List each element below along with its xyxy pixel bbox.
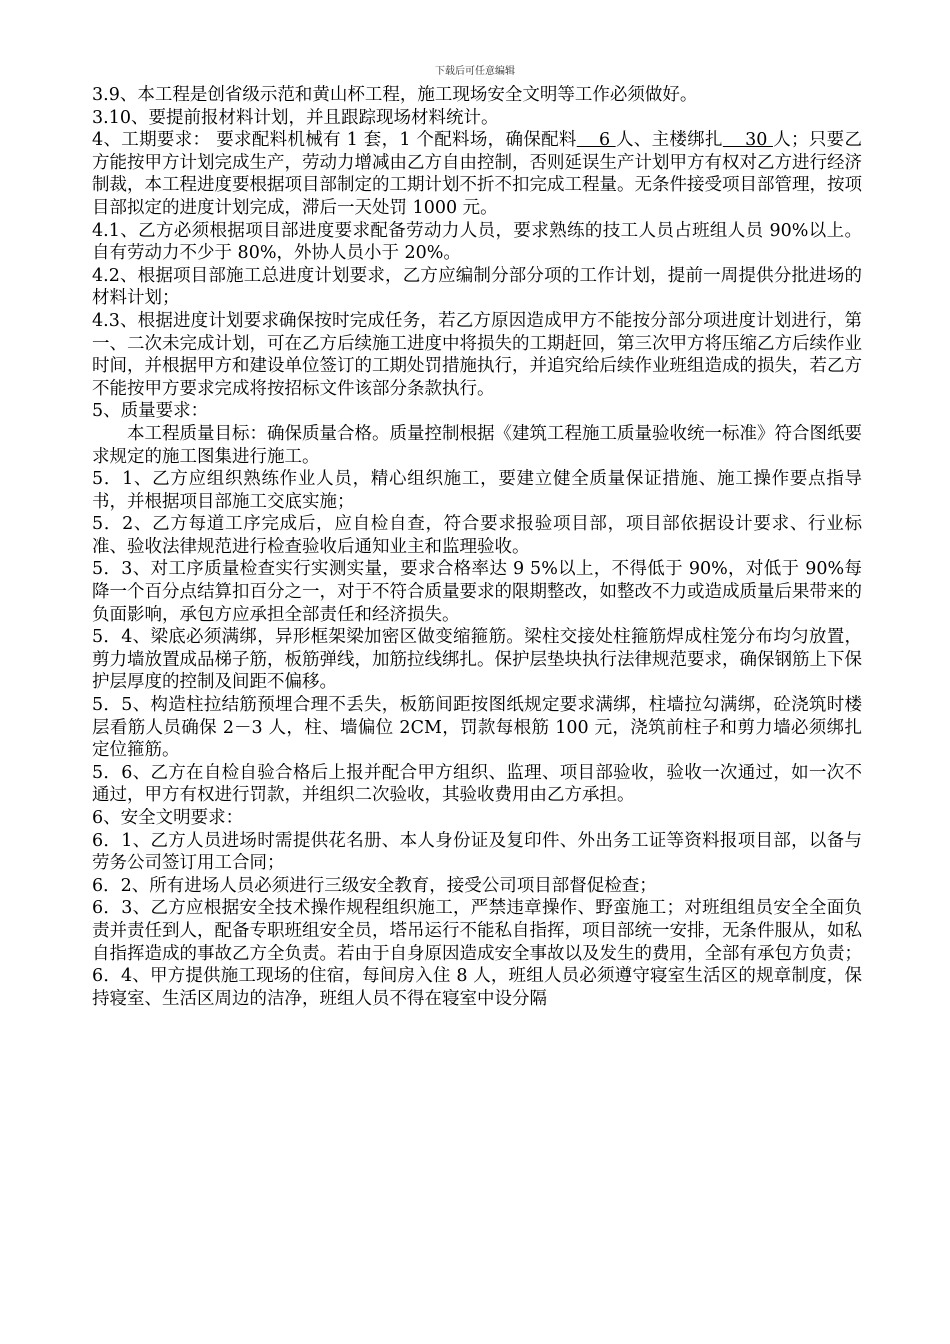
paragraph-3-9: 3.9、本工程是创省级示范和黄山杯工程，施工现场安全文明等工作必须做好。	[92, 85, 698, 105]
paragraph-5-2: 5．2、乙方每道工序完成后，应自检自查，符合要求报验项目部，项目部依据设计要求、行业标准、验收法律规范进行检查验收后通知业主和监理验收。	[92, 514, 862, 557]
paragraph-4-schedule	[92, 129, 862, 219]
blank-batching-count: 6	[576, 130, 616, 151]
paragraph-4-3: 4.3、根据进度计划要求确保按时完成任务，若乙方原因造成甲方不能按分部分项进度计划进行，第一、二次未完成计划，可在乙方后续施工进度中将损失的工期赶回，第三次甲方将压缩乙方后续作业时间，并根据甲方和建设单位签订的工期处罚措施执行，并追究给后续作业班组造成的损失，若乙方不能按甲方要求完成将按招标文件该部分条款执行。	[92, 310, 862, 399]
paragraph-6-3: 6．3、乙方应根据安全技术操作规程组织施工，严禁违章操作、野蛮施工；对班组组员安全全面负责并责任到人，配备专职班组安全员，塔吊运行不能私自指挥，项目部统一安排，无条件服从，如私自指挥造成的事故乙方全负责。若由于自身原因造成安全事故以及发生的费用，全部有承包方负责；	[92, 898, 862, 964]
paragraph-4-2: 4.2、根据项目部施工总进度计划要求，乙方应编制分部分项的工作计划，提前一周提供分批进场的材料计划；	[92, 265, 862, 309]
paragraph-4-text-c: 人；只要乙方能按甲方计划完成生产，劳动力增减由乙方自由控制，否则延误生产计划甲方有权对乙方进行经济制裁，本工程进度要根据项目部制定的工期计划不折不扣完成工程量。无条件接受项目部管理，按项目部拟定的进度计划完成，滞后一天处罚 1000 元。	[92, 130, 862, 218]
paragraph-4-1: 4.1、乙方必须根据项目部进度要求配备劳动力人员，要求熟练的技工人员占班组人员 90%以上。自有劳动力不少于 80%，外协人员小于 20%。	[92, 220, 862, 264]
heading-6-safety: 6、安全文明要求：	[92, 808, 244, 828]
paragraph-5-3: 5．3、对工序质量检查实行实测实量，要求合格率达 9 5%以上，不得低于 90%，对低于 90%每降一个百分点结算扣百分之一，对于不符合质量要求的限期整改，如整改不力或造成质量后果带来的负面影响，承包方应承担全部责任和经济损失。	[92, 559, 862, 625]
paragraph-4-text-a: 4、工期要求： 要求配料机械有 1 套，1 个配料场，确保配料	[92, 130, 577, 151]
paragraph-6-4: 6．4、甲方提供施工现场的住宿，每间房入住 8 人，班组人员必须遵守寝室生活区的规章制度，保持寝室、生活区周边的洁净，班组人员不得在寝室中设分隔	[92, 966, 862, 1009]
paragraph-4-text-b: 人、主楼绑扎	[615, 130, 723, 151]
heading-5-quality: 5、质量要求：	[92, 401, 209, 422]
page-header: 下载后可任意编辑	[435, 66, 515, 77]
paragraph-quality-target: 本工程质量目标：确保质量合格。质量控制根据《建筑工程施工质量验收统一标准》符合图纸要求规定的施工图集进行施工。	[92, 423, 862, 467]
paragraph-6-2: 6．2、所有进场人员必须进行三级安全教育，接受公司项目部督促检查；	[92, 875, 657, 896]
paragraph-5-5: 5．5、构造柱拉结筋预埋合理不丢失，板筋间距按图纸规定要求满绑，柱墙拉勾满绑，砼浇筑时楼层看筋人员确保 2－3 人，柱、墙偏位 2CM，罚款每根筋 100 元，浇筑前柱子和剪力墙必须绑扎定位箍筋。	[92, 695, 862, 761]
paragraph-5-1: 5．1、乙方应组织熟练作业人员，精心组织施工，要建立健全质量保证措施、施工操作要点指导书，并根据项目部施工交底实施；	[92, 469, 862, 512]
paragraph-5-4: 5．4、梁底必须满绑，异形框架梁加密区做变缩箍筋。梁柱交接处柱箍筋焊成柱笼分布均匀放置，剪力墙放置成品梯子筋，板筋弹线，加筋拉线绑扎。保护层垫块执行法律规范要求，确保钢筋上下保护层厚度的控制及间距不偏移。	[92, 627, 862, 693]
document-body	[92, 84, 862, 1010]
paragraph-3-10: 3.10、要提前报材料计划，并且跟踪现场材料统计。	[92, 107, 499, 128]
paragraph-5-6: 5．6、乙方在自检自验合格后上报并配合甲方组织、监理、项目部验收，验收一次通过，如一次不通过，甲方有权进行罚款，并组织二次验收，其验收费用由乙方承担。	[92, 762, 862, 806]
paragraph-6-1: 6．1、乙方人员进场时需提供花名册、本人身份证及复印件、外出务工证等资料报项目部，以备与劳务公司签订用工合同；	[92, 830, 862, 874]
blank-binding-count: 30	[722, 130, 773, 151]
